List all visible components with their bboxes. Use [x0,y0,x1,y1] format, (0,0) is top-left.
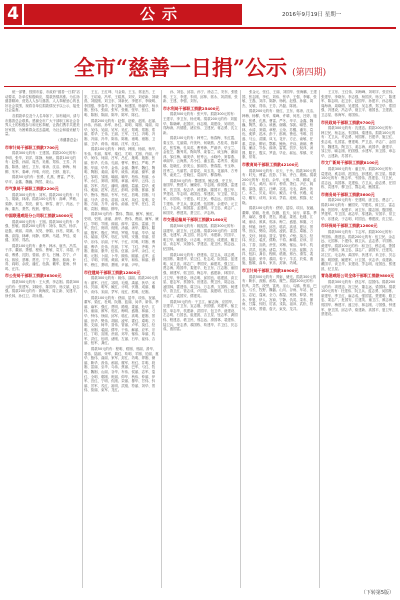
donor-group-heading: 市卫计局干部职工捐款38900元 [242,267,299,273]
body-paragraph: 王文东、王红伟、刘海峰、刘明宇、张宏伟、张建华、李晓东、李志强、杨国庆、杨文广、陈建军、陈志明、赵卫东、赵国华、孙建平、孙志刚、周海涛、周晓明、吴建国、吴志勇、郑卫华、郑国强、冯建设、冯志华、褚卫平、褚国良、卫建波、卫志星、蒋海军、蒋国伟。 [321,90,396,117]
masthead-rule [4,27,396,29]
headline-rule [4,86,396,87]
body-paragraph: 捐款100元的有：谢丹、韩冰、唐杰、冯雪、于洋、董丽、萧强、程伟、曹敏、袁方、邓超、许诺、傅勇、沈阳、曾丽、彭飞、吕楠、苏宁、卢伟、蒋欣、蔡琳、贾亮、丁宁、魏东、薛涛、叶青、阎明、余波、潘红、杜鹃、戴军、夏雨、钟鸣、汪洋。 [5,243,80,271]
body-paragraph: 张金元、张红、王丽、刘国华、张海鹏、王建国、张志刚、李红、刘伟、张华、王强、李娜、张敏、王磊、刘洋、陈静、杨帆、赵强、孙丽、周杰、吴敏、郑伟、王芳、冯磊、陈晨。 [242,90,317,108]
body-paragraph: 捐款500元的有：乐天、于丹。捐款300元的有：时光、傅雷、皮影、卞和、齐白、康熙。捐款200元的有：伍佰、余华、元朗、卜算、顾城、孟浩、平凡、黄河、和平、穆青、萧红、尹正、姚明、邵逸、湛江、汪峰、祁连、毛毛、禹州、狄仁、米兰、贝克、明月、臧否、计划、伏羲、成功、戴安、谈判、宋词、茅盾、庞统、熊猫、纪晓。 [242,168,317,205]
donor-group-heading: 市住建局干部职工捐款12800元 [84,269,141,275]
article-column-1 [5,90,80,588]
body-paragraph: 捐款100元的有：舒婷、屈原、项羽、祝融、董卿、梁朝、杜甫、阮籍、蓝天、闵行、席慕、季羡、麻姑、强哥、贾岛、路遥、娄底、危楼、江城、童话、颜真、郭沫、梅兰、盛夏、林徽、刁蛮、钟馗、徐悲、邱岳、骆宾、高适、夏衍、蔡琴、田汉、樊哙、胡适、凌波、霍去、虞姬、万里、支付、柯南、昝宝、管仲、卢纶、莫言、经纬、房玄、裘皮、缪斯、干将、解缙、应该、宗泽、丁香、宣纸、贲张、邓稼、郁达、单车、杭州、洪武、包拯、诸葛、左传、石崇、崔颢、吉祥、钮扣、龚自、程颐、嵇康、邢台、滑雪、裴度、陆游、荣华、翁同、荀子、羊羔、於菟、惠施、甄嬛、曲阜、家乐、封神、芮城。 [242,206,317,266]
body-paragraph: 捐款500元的有：张兴华。捐款300元的有：王建平、李卫东、杨光明。捐款200元的有：刘振华、陈晓峰、赵国庆、孙志刚、周建设、吴明亮、郑海涛、冯德胜、褚宏伟、卫建民、蒋志勇、沈立新。 [163,112,238,135]
body-paragraph: 捐款200元的有：褚红、卫东、蒋涛、沈洁、韩梅、杨柳、朱军、秦峰、许晴、何亮、吕婷、施宇、张勇、孔燕、曹雷、严冬、华平、金鑫、魏巍、陶然、姜山、戚薇、谢娜、邹凯、喻恩、柏林、水清、窦娟、章程、云朵、苏醒、潘安、葛优、奚梦、范冰、彭于、郎朗、鲁迅、韦唯、昌盛、马云、苗圃、凤飞、花开、方正、俞敏、任重、袁泉、柳岩、酆都、鲍鱼、史诗、唐朝、费翔、廉洁、岑参、薛涛、雷霆、贺岁、倪萍、汤圆、滕王、殷实、罗盘、毕业、郝运、邬镇、安康、常青。 [242,109,317,160]
column-divider [240,90,241,588]
section-title: 公示 [140,5,185,23]
headline [0,52,400,82]
body-paragraph: 捐款50元的有：干卫江、解志海、应国华、宗建平、丁卫东、宣志刚、贲国强、邓建军、郁卫国、单志华、杭建新、洪国平、包卫华、诸建设、左志明、石国良、崔建波、吉卫星、钮志军、龚国伟、程建忠、嵇卫民、邢志远、滑国林、裴建伟、陆卫兵、荣志勇、翁国栋、荀建华、羊卫红、於志成、惠国富。 [163,299,238,332]
masthead [0,0,400,28]
body-paragraph: 统一部署，按照市委、市政府“慈善一日捐”活动要求，各单位积极响应，捐款热情高涨。为弘扬慈善精神，营造人人参与慈善、人人奉献爱心的良好社会氛围，现将各单位捐款情况予以公示，接受社会监督。 [5,90,80,113]
article-column-5 [321,90,396,588]
article-column-2 [84,90,159,588]
body-paragraph: 捐款500元的有：羿射、储光。捐款300元的有：靳东、汲黯、邴原、糜竺。捐款200元的有：松风、井然、段誉、富贵、巫山、乌镇、焦裕、巴金、弓长、牧野、隗嚣、山川、谷雨、车站、侯宝、宓妃、蓬莱、全力、郗鉴、班固、仰望、秋水、仲夏、伊人、宫商、宁静、仇英、栾布、暴雨、甘露、钭阳、厉害、戎装、祖冲、武松、符号、刘邦、景德、詹天、束发、龙井。 [242,274,317,311]
donor-group-heading: 市公安局干部职工捐款56300元 [5,273,62,279]
donor-group-heading: 市教育局干部职工捐款42100元 [242,161,299,167]
donor-group-heading: 市审计局干部职工捐款7700元 [5,144,59,150]
donor-group-heading: 中国联通咸阳分公司职工捐款18000元 [5,213,74,219]
headline-sub: (第四期) [292,68,327,78]
body-paragraph: 捐款100元的有：韩明、韩刚、杨丽、杨华、朱伟、朱丽、秦军、秦红、尤明、尤刚、许丽、许华、何伟、何丽、吕军、吕红、施明、施刚、张丽、张华、孔伟、孔丽、曹军、曹红、严明、严刚、华丽、华华、金伟、金丽、魏军、魏红、陶明、陶刚、姜丽、姜华、戚伟、戚丽、谢军、谢红、邹明、邹刚、喻丽、喻华、柏伟、柏丽、水军、水红、窦明、窦刚、章丽、章华、云伟、云丽、苏军、苏红、潘明、潘刚、葛丽、葛华、奚伟、奚丽、范军、范红、彭明、彭刚、郎丽、郎华、鲁伟、鲁丽、韦军、韦红、昌明、昌刚、马丽、马华、苗伟、苗丽、凤军、凤红、花明、花刚、方丽、方华、俞伟、俞丽、任军、任红、袁明、袁刚、柳丽、柳华。 [84,147,159,211]
donor-group-heading: 市文广新局干部职工捐款8100元 [321,160,379,166]
body-paragraph: 捐款200元的有：史建明、唐卫忠、费志广。捐款100元的有：廉国安、岑建英、薛卫江、雷志海、贺国华、倪建平、汤卫东、滕志刚、殷国强、罗建军、毕卫国、郝志华、邬建新、安国平、常卫华、乐建设、于志明、时国良、傅建波、皮卫星。 [321,198,396,221]
body-paragraph: 捐款300元的有：舒志军、屈国伟。捐款200元的有：项建忠、祝卫民、董志远、梁国林。捐款100元的有：杜建伟、阮卫兵、蓝志勇、闵国栋、席建华、季卫红、麻志成、强国富、贾建明、路卫忠、娄志广、危国安、江建英、童卫江、颜志海、郭国华、梅建平、盛卫东、林志刚、刁国强、钟建军、徐卫国、邱志华、骆建新、高国平、夏卫华、蔡建设。 [321,279,396,317]
body-paragraph: 捐款300元的有：刘军。捐款200元的有：马力、胡晓、林涛。捐款100元的有：高峰、罗敏、梁静、宋佳、郑亮、谢飞、韩雪、唐宁、冯远、于海、董杰、萧然、程晨、曹阳。 [5,192,80,211]
body-paragraph: 捐款100元的有：舒建伟、屈卫兵、项志勇、祝国栋、董建华、梁卫红、杜志成、阮国富、蓝建明、闵卫忠、席志广、季国安、麻建英、强卫江、贾志海、路国华、娄建平、危卫东、江志刚、童国强、颜建军、郭卫国、梅志华、盛建新、林国平、刁卫华、钟建设、徐志明、邱国良、骆建波、高卫星、夏志军、蔡国伟、田建忠、樊卫民、胡志远、凌国林、霍建伟、虞卫兵、万志勇、支国栋、柯建华、昝卫红、管志成、卢国富、莫建明、经卫忠、房志广、裘国安、缪建英。 [163,252,238,298]
body-paragraph: 捐款200元的有：赵强、赵敏、赵刚、赵丽、孙伟、孙丽、孙军、孙红、周明、周刚、周丽、周华、吴伟、吴丽、吴军、吴红、郑明、郑刚、郑丽、郑华、王伟、王丽、王军、王红、冯明、冯刚、冯丽、冯华、陈伟、陈敏、褚明、褚刚、卫丽、卫华、蒋伟、蒋丽、沈军、沈红。 [84,118,159,146]
body-paragraph: 捐款50元的有：酆建国、鲍志强、史卫东、唐国华、费建平、廉晓东、岑志刚、薛国强、雷建军、贺卫国、倪志华、汤建新、滕国平、殷卫华、罗建设、毕志明、郝国良、邬建波、安卫星、常志军、乐国伟、于建忠、时卫民、傅志远、皮国林、卞建伟、齐卫兵、康志勇、伍国栋、余建华、元卫红、卜志成、顾国富、孟建明、平卫忠、黄志广、和国安、穆建英、萧卫江、尹志海。 [163,178,238,215]
headline-main: 全市“慈善一日捐”公示 [73,55,288,80]
body-paragraph: 捐款500元的有：卞志军。捐款300元的有：齐国伟、康建忠。捐款200元的有：伍卫民、余志远、元国林、卜建伟、顾卫兵、孟志勇、平国栋、黄建华。捐款100元的有：和卫红、穆志成、萧国富、尹建明、姚卫忠、邵志广、湛国安、汪建英、祁卫江、毛志海、禹国华、狄建平、米卫东、贝志刚、明国强、臧建军、计卫国、伏志华、成建新、戴国平、谈卫华、宋建设、茅志明、庞国良、熊建波、纪卫星。 [321,230,396,271]
body-paragraph: 捐款300元的有：潘卫华。捐款200元的有：葛建设、奚志明、范国良、彭建波、郎卫星。捐款100元的有：鲁志军、韦国伟、昌建忠、马卫民、苗志远、凤国林、花建伟、方卫兵、俞志勇、任国栋、袁建华、柳卫红、酆志成、鲍国富。 [321,166,396,190]
body-paragraph: 捐款50元的有：酆伟、酆丽、鲍军、鲍红、史明、史刚、唐丽、唐华、费伟、费丽、廉军、廉红、岑明、岑刚、薛丽、薛华、雷伟、雷丽、贺军、贺红、倪明、倪刚、汤丽、汤华、滕伟、滕丽、殷军、殷红、罗明、罗刚、毕丽、毕华、郝伟、郝丽、邬军、邬红、安明、安刚、常丽、常华、乐伟、乐丽、于军、于红、时明、时刚、傅丽、傅华、皮伟、皮丽、卞军、卞红、齐明、齐刚、康丽、康华、伍伟、伍丽、余军、余红、元明、元刚、卜丽、卜华、顾伟、顾丽、孟军、孟红、平明、平刚、黄丽、黄华、和伟、和丽、穆军、穆红、萧明、萧刚、尹丽、尹华。 [84,212,159,267]
body-paragraph: 捐款300元的有：王建国。捐款200元的有：李明、张华、刘洋、陈静、杨帆。捐款100元的有：赵强、孙丽、周杰、吴敏、郑伟、王芳、冯磊、陈晨、褚红、卫东、蒋涛、沈洁、韩梅、杨柳、朱军、秦峰、许晴、何亮、吕婷、施宇。 [5,151,80,174]
body-paragraph: 捐款300元的有：姚伟、邵丽。捐款200元的有：湛军、汪红、祁明、毛刚、禹丽、狄华、米伟、贝丽、明军、臧红、计明、伏刚、成丽、戴华、谈伟、宋丽、茅军、庞红、熊明、纪刚。 [84,276,159,294]
article-column-3 [163,90,238,588]
section-band [24,4,242,25]
body-paragraph: 各捐款单位及个人名单如下，如有疑问，请与市慈善总会联系。感谢全市广大干部职工和社会各界人士的积极参与和无私奉献，让我们携手共建美好家园，为困难群众送去温暖，为社会和谐贡献力量。 [5,113,80,137]
body-paragraph: 捐款400元的有：王刚。捐款300元的有：李强、张敏。捐款200元的有：刘伟、陈杰、杨洋、赵磊、黄丽、周涛、吴昊、徐娟、孙亮、胡斌、朱琳、高翔、林峰、何静、郭辉、马超、罗佳、梁健、宋婷、郑浩。 [5,219,80,243]
body-paragraph: 捐款100元的有：韩秀兰、杨春梅、朱红霞、秦玉芳、尤丽娟、许美玲、何晓燕、吕桂英、施翠花、张雪梅、孔凤英、曹秀珍、严淑华、华玉兰、金桂芝、魏秀英、陶凤琴、姜春兰、戚玉梅、谢丽萍、邹红梅、喻美华、柏秀云、水晓玲、窦春燕、章丽华、云海燕、苏小红、潘玉霞、葛秀芳、奚丽娜、范晓红、彭美云、郎丽芳、鲁春霞、韦玉珍、昌秀兰、马丽君、苗春花、凤玉英、花丽萍、方秀琴、俞美兰、任晓红、袁丽华、柳春梅。 [163,136,238,178]
body-paragraph: 捐款50元的有：程明、嵇刚、邢丽、滑华、裴伟、陆丽、荣军、翁红、荀明、羊刚、於丽、惠华、甄伟、曲丽、家军、封红、芮明、羿刚、储丽、靳华、汲伟、邴丽、糜军、松红、井明、段刚、富丽、巫华、乌伟、焦丽、巴军、弓红、牧明、隗刚、山丽、谷华、车伟、侯丽、宓军、蓬红、全明、郗刚、班丽、仰华、秋伟、仲丽、伊军、宫红、宁明、仇刚、栾丽、暴华、甘伟、钭丽、厉军、戎红、祖明、武刚、符丽、刘华、景伟、詹丽、束军、龙红。 [84,347,159,393]
donor-group-heading: 市商务局干部职工捐款5600元 [321,191,375,197]
body-paragraph: 捐款500元的有：姚振国。捐款300元的有：邵建华、湛卫东、汪志刚。捐款200元的有：祁国强、毛建军、禹卫国、狄志华、米建新、贝国平、明卫华、臧建设、计志明、伏国良、成建波、戴卫星、谈志军、宋国伟、茅建忠、庞卫民、熊志远、纪国林。 [163,224,238,251]
column-divider [319,90,320,588]
date-line: 2016年9月19日 星期一 [282,12,342,18]
page-number: 4 [4,4,22,25]
column-divider [82,90,83,588]
donor-group-heading: 市气象局干部职工捐款2200元 [5,186,59,192]
donor-group-heading: 青岛港咸阳公司全体干部职工捐款9800元 [321,273,395,279]
body-paragraph: 捐款50元的有：张勇、孔燕、曹雷、严冬、华平、金鑫、魏巍、陶然、姜山。 [5,175,78,184]
body-paragraph: 孙、刘忠、邱苗、孙宁、徐志兰、安东、张胜利、王文、李建、朱明、邱帅、郭永、刘洪刚、张新、王建、李强、刘东。 [163,90,238,104]
body-paragraph: 捐款300元的有：沈建忠。捐款200元的有：韩卫民、杨志远、朱国林、秦建伟。捐款100元的有：尤卫兵、许志勇、何国栋、吕建华、施卫红、张志成、孔国富、曹建明、严卫忠、华志广、金国安、魏建英、陶卫江、姜志海、戚国华、谢建平、邹卫东、喻志刚、柏国强、水建军、窦卫国、章志华、云建新、苏国平。 [321,126,396,158]
donor-group-heading: 市水利局干部职工捐款25400元 [163,105,220,111]
column-divider [161,90,162,588]
signature: （市慈善总会） [56,137,80,142]
article-column-4 [242,90,317,588]
donor-group-heading: 市交通运输局干部职工捐款31600元 [163,217,228,223]
continued-note: （下转第5版） [360,590,394,596]
body-paragraph: 捐款500元的有：王大勇、李志刚。捐款300元的有：张建军、刘晓东、陈国华、杨文斌、赵志强。捐款200元的有：黄海波、周立新、吴建平、徐长林、孙红卫、胡永刚。 [5,279,80,298]
donor-group-heading: 市民政局干部职工捐款9700元 [321,119,375,125]
donor-group-heading: 市环保局干部职工捐款12600元 [321,223,378,229]
body-paragraph: 王五、王红坤、马金菊、王玉、郭亚杰、王宏、王绍南、冯军、王昭燕、刘安、刘爱新、刘晓燕、刘振刚、刘卫东、刘新民、李建平、李晓明、李国强、李春华、李文静、杨建国、杨丽华、杨永刚、张伟、张丽、张军、张敏、张华、张红、陈明、陈刚、陈丽、陈华、陈军、陈红。 [84,90,159,117]
body-paragraph: 捐款100元的有：舒丽、屈华、项伟、祝丽、董军、梁红、杜明、阮刚、蓝丽、闵华、席伟、季丽、麻军、强红、贾明、路刚、娄丽、危华、江伟、童丽、颜军、郭红、梅明、盛刚、林丽、刁华、钟伟、徐丽、邱军、骆红、高明、夏刚、蔡丽、田华、樊伟、胡丽、凌军、霍红、虞明、万刚、支丽、柯华、昝伟、管丽、卢军、莫红、经明、房刚、裘丽、缪华、干伟、解丽、应军、宗红、丁明、宣刚、贲丽、邓华、郁伟、单丽、杭军、洪红、包明、诸刚、左丽、石华、崔伟、吉丽、钮军、龚红。 [84,295,159,346]
